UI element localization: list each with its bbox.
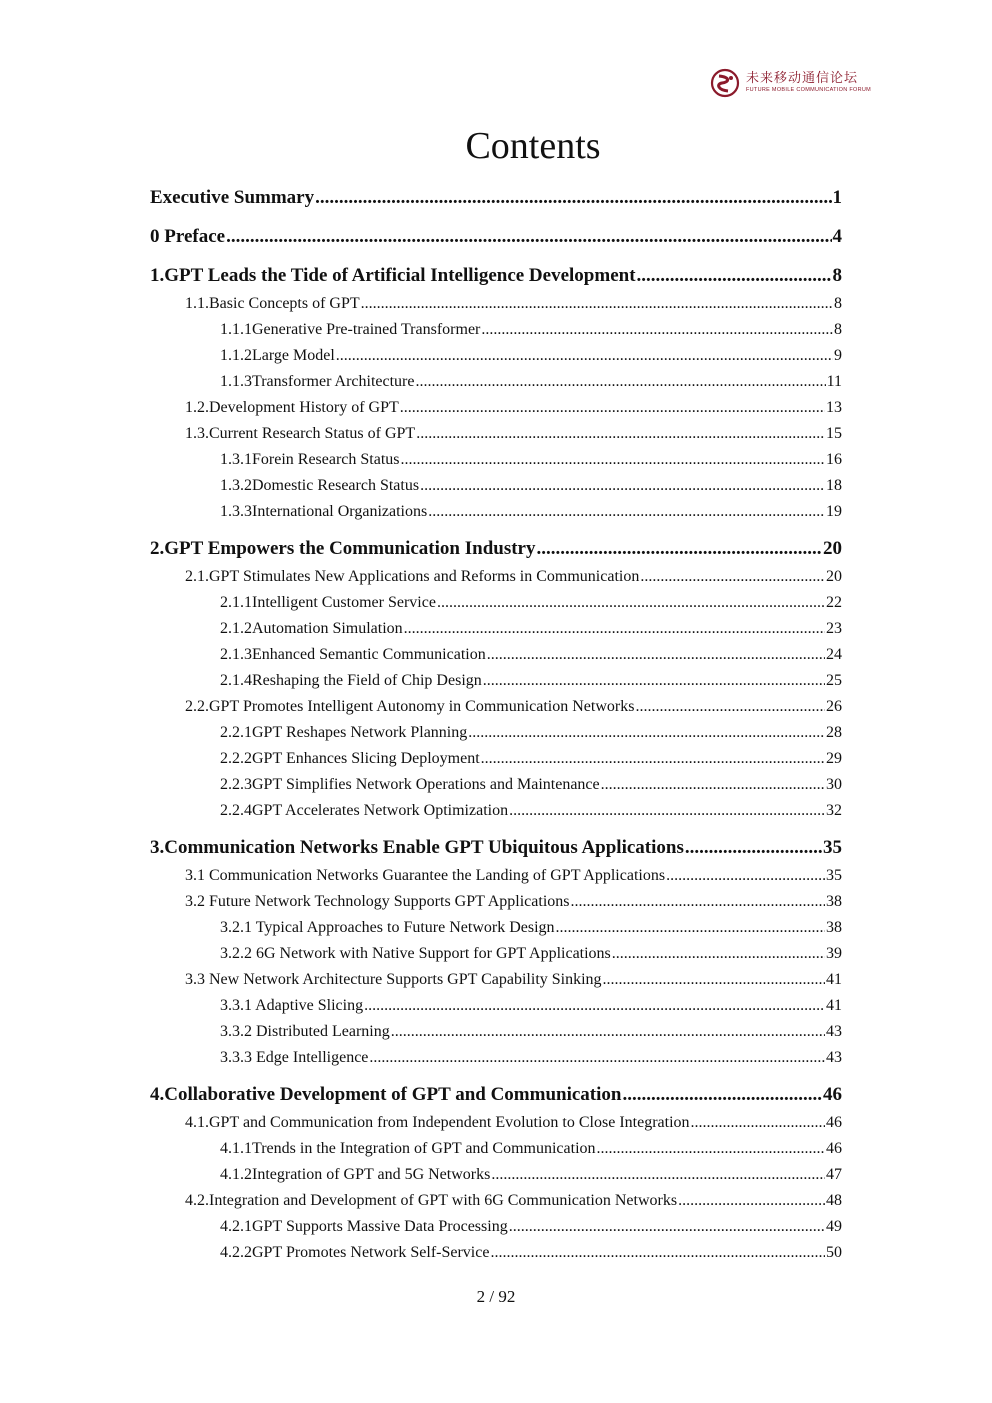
forum-logo	[710, 68, 871, 98]
toc-entry-level-1[interactable]	[150, 833, 842, 863]
toc-entry-title: 3.3.1 Adaptive Slicing	[220, 997, 364, 1014]
toc-entry-title: 3.2 Future Network Technology Supports GPT Applications	[185, 893, 570, 910]
toc-entry-level-2[interactable]	[150, 694, 842, 720]
toc-dot-leader	[361, 291, 833, 317]
toc-entry-page: 20	[826, 568, 842, 585]
toc-dot-leader	[416, 421, 825, 447]
toc-entry-title: 1.3.Current Research Status of GPT	[185, 425, 416, 442]
toc-entry-level-3[interactable]	[150, 720, 842, 746]
toc-entry-title: 3.Communication Networks Enable GPT Ubiquitous Applications	[150, 837, 684, 858]
toc-entry-title: 1.3.3International Organizations	[220, 503, 428, 520]
logo-english-text: FUTURE MOBILE COMMUNICATION FORUM	[746, 87, 871, 94]
toc-entry-level-1[interactable]	[150, 222, 842, 252]
toc-entry-level-2[interactable]	[150, 1188, 842, 1214]
toc-entry-level-3[interactable]	[150, 1045, 842, 1071]
toc-entry-title: 3.3.3 Edge Intelligence	[220, 1049, 369, 1066]
toc-entry-page: 24	[826, 646, 842, 663]
toc-dot-leader	[603, 967, 825, 993]
toc-entry-title: 1.1.Basic Concepts of GPT	[185, 295, 360, 312]
toc-entry-title: 1.3.1Forein Research Status	[220, 451, 400, 468]
toc-entry-page: 47	[826, 1166, 842, 1183]
toc-entry-page: 20	[823, 538, 842, 559]
toc-entry-title: 2.1.1Intelligent Customer Service	[220, 594, 436, 611]
toc-entry-title: 4.1.GPT and Communication from Independent Evolution to Close Integration	[185, 1114, 690, 1131]
toc-entry-level-1[interactable]	[150, 534, 842, 564]
toc-entry-page: 46	[826, 1114, 842, 1131]
toc-entry-page: 19	[826, 503, 842, 520]
toc-entry-title: 3.3 New Network Architecture Supports GPT Capability Sinking	[185, 971, 602, 988]
toc-dot-leader	[509, 1214, 825, 1240]
toc-entry-level-3[interactable]	[150, 1240, 842, 1266]
toc-entry-page: 11	[826, 373, 842, 390]
toc-entry-page: 46	[823, 1084, 842, 1105]
toc-entry-level-1[interactable]	[150, 1080, 842, 1110]
toc-entry-page: 48	[826, 1192, 842, 1209]
toc-dot-leader	[571, 889, 826, 915]
toc-entry-title: 3.3.2 Distributed Learning	[220, 1023, 390, 1040]
toc-entry-level-3[interactable]	[150, 798, 842, 824]
toc-entry-title: Executive Summary	[150, 187, 315, 208]
toc-dot-leader	[685, 833, 822, 863]
toc-entry-level-3[interactable]	[150, 642, 842, 668]
toc-dot-leader	[691, 1110, 825, 1136]
toc-entry-level-1[interactable]	[150, 183, 842, 213]
toc-entry-page: 43	[826, 1049, 842, 1066]
toc-dot-leader	[490, 1240, 825, 1266]
toc-entry-title: 4.2.Integration and Development of GPT with 6G Communication Networks	[185, 1192, 678, 1209]
toc-dot-leader	[369, 1045, 825, 1071]
toc-entry-page: 16	[826, 451, 842, 468]
toc-entry-page: 50	[826, 1244, 842, 1261]
toc-entry-page: 35	[823, 837, 842, 858]
toc-dot-leader	[415, 369, 825, 395]
toc-entry-page: 8	[832, 265, 842, 286]
toc-entry-title: 1.GPT Leads the Tide of Artificial Intelligence Development	[150, 265, 636, 286]
forum-logo-icon	[710, 68, 740, 98]
toc-entry-level-3[interactable]	[150, 941, 842, 967]
toc-dot-leader	[666, 863, 825, 889]
toc-entry-page: 38	[826, 893, 842, 910]
toc-entry-level-2[interactable]	[150, 291, 842, 317]
toc-entry-title: 2.2.2GPT Enhances Slicing Deployment	[220, 750, 480, 767]
toc-entry-page: 26	[826, 698, 842, 715]
toc-entry-page: 1	[832, 187, 842, 208]
toc-entry-title: 2.2.1GPT Reshapes Network Planning	[220, 724, 468, 741]
toc-entry-level-2[interactable]	[150, 863, 842, 889]
toc-entry-level-2[interactable]	[150, 1110, 842, 1136]
toc-entry-title: 2.1.GPT Stimulates New Applications and Reforms in Communication	[185, 568, 640, 585]
toc-entry-title: 4.1.1Trends in the Integration of GPT and Communication	[220, 1140, 596, 1157]
toc-entry-page: 38	[826, 919, 842, 936]
toc-entry-level-3[interactable]	[150, 616, 842, 642]
toc-entry-page: 43	[826, 1023, 842, 1040]
toc-entry-title: 1.3.2Domestic Research Status	[220, 477, 420, 494]
toc-dot-leader	[420, 473, 825, 499]
toc-entry-level-3[interactable]	[150, 499, 842, 525]
toc-dot-leader	[226, 222, 831, 252]
toc-dot-leader	[601, 772, 825, 798]
toc-dot-leader	[428, 499, 825, 525]
toc-entry-page: 32	[826, 802, 842, 819]
toc-entry-level-3[interactable]	[150, 1019, 842, 1045]
page-title: Contents	[465, 125, 601, 167]
logo-chinese-text: 未来移动通信论坛	[746, 71, 859, 87]
toc-entry-title: 2.2.GPT Promotes Intelligent Autonomy in Communication Networks	[185, 698, 635, 715]
toc-entry-level-2[interactable]	[150, 564, 842, 590]
toc-entry-level-3[interactable]	[150, 447, 842, 473]
toc-entry-page: 41	[826, 997, 842, 1014]
toc-entry-page: 39	[826, 945, 842, 962]
toc-entry-title: 4.1.2Integration of GPT and 5G Networks	[220, 1166, 491, 1183]
toc-dot-leader	[336, 343, 833, 369]
toc-entry-page: 22	[826, 594, 842, 611]
toc-entry-title: 1.1.2Large Model	[220, 347, 335, 364]
toc-entry-title: 2.1.2Automation Simulation	[220, 620, 403, 637]
toc-dot-leader	[635, 694, 825, 720]
toc-entry-title: 0 Preface	[150, 226, 226, 247]
toc-dot-leader	[483, 668, 825, 694]
toc-entry-level-3[interactable]	[150, 343, 842, 369]
toc-entry-level-3[interactable]	[150, 473, 842, 499]
toc-entry-page: 9	[834, 347, 842, 364]
toc-dot-leader	[491, 1162, 825, 1188]
page-number: 2 / 92	[476, 1287, 516, 1306]
toc-entry-page: 29	[826, 750, 842, 767]
toc-entry-level-2[interactable]	[150, 967, 842, 993]
toc-dot-leader	[487, 642, 825, 668]
toc-entry-level-3[interactable]	[150, 1136, 842, 1162]
toc-entry-title: 4.2.1GPT Supports Massive Data Processing	[220, 1218, 508, 1235]
toc-dot-leader	[637, 261, 832, 291]
toc-dot-leader	[404, 616, 825, 642]
toc-dot-leader	[640, 564, 825, 590]
toc-entry-page: 18	[826, 477, 842, 494]
toc-dot-leader	[597, 1136, 825, 1162]
toc-dot-leader	[556, 915, 825, 941]
toc-entry-level-2[interactable]	[150, 395, 842, 421]
toc-entry-title: 3.2.1 Typical Approaches to Future Network Design	[220, 919, 555, 936]
toc-entry-level-3[interactable]	[150, 746, 842, 772]
toc-entry-title: 2.1.4Reshaping the Field of Chip Design	[220, 672, 482, 689]
toc-entry-level-3[interactable]	[150, 915, 842, 941]
toc-entry-level-3[interactable]	[150, 772, 842, 798]
toc-entry-page: 28	[826, 724, 842, 741]
toc-entry-level-3[interactable]	[150, 1214, 842, 1240]
toc-entry-title: 2.2.3GPT Simplifies Network Operations and Maintenance	[220, 776, 600, 793]
toc-entry-page: 35	[826, 867, 842, 884]
toc-dot-leader	[678, 1188, 825, 1214]
toc-entry-title: 3.1 Communication Networks Guarantee the Landing of GPT Applications	[185, 867, 666, 884]
toc-entry-page: 23	[826, 620, 842, 637]
toc-entry-page: 41	[826, 971, 842, 988]
toc-dot-leader	[468, 720, 825, 746]
toc-entry-level-3[interactable]	[150, 668, 842, 694]
toc-entry-title: 1.1.3Transformer Architecture	[220, 373, 415, 390]
toc-entry-title: 2.GPT Empowers the Communication Industry	[150, 538, 536, 559]
toc-dot-leader	[612, 941, 825, 967]
toc-entry-page: 30	[826, 776, 842, 793]
toc-entry-page: 8	[834, 295, 842, 312]
toc-entry-level-2[interactable]	[150, 421, 842, 447]
toc-entry-page: 4	[832, 226, 842, 247]
toc-entry-title: 1.2.Development History of GPT	[185, 399, 399, 416]
toc-dot-leader	[481, 746, 825, 772]
toc-entry-level-2[interactable]	[150, 889, 842, 915]
toc-dot-leader	[536, 534, 822, 564]
toc-entry-page: 15	[826, 425, 842, 442]
toc-dot-leader	[401, 447, 825, 473]
toc-entry-page: 8	[834, 321, 842, 338]
toc-entry-level-3[interactable]	[150, 1162, 842, 1188]
toc-entry-page: 13	[826, 399, 842, 416]
toc-entry-level-3[interactable]	[150, 993, 842, 1019]
toc-entry-level-3[interactable]	[150, 590, 842, 616]
toc-dot-leader	[364, 993, 825, 1019]
toc-dot-leader	[622, 1080, 822, 1110]
toc-dot-leader	[509, 798, 825, 824]
toc-dot-leader	[315, 183, 831, 213]
table-of-contents	[150, 183, 842, 1266]
toc-entry-page: 25	[826, 672, 842, 689]
toc-entry-level-3[interactable]	[150, 369, 842, 395]
toc-entry-page: 49	[826, 1218, 842, 1235]
toc-entry-title: 1.1.1Generative Pre-trained Transformer	[220, 321, 481, 338]
toc-dot-leader	[400, 395, 825, 421]
toc-dot-leader	[437, 590, 825, 616]
toc-entry-title: 4.Collaborative Development of GPT and Communication	[150, 1084, 622, 1105]
toc-entry-title: 2.2.4GPT Accelerates Network Optimization	[220, 802, 509, 819]
toc-entry-title: 3.2.2 6G Network with Native Support for GPT Applications	[220, 945, 611, 962]
toc-entry-page: 46	[826, 1140, 842, 1157]
toc-dot-leader	[481, 317, 833, 343]
toc-entry-title: 4.2.2GPT Promotes Network Self-Service	[220, 1244, 490, 1261]
toc-entry-level-1[interactable]	[150, 261, 842, 291]
toc-dot-leader	[391, 1019, 825, 1045]
toc-entry-title: 2.1.3Enhanced Semantic Communication	[220, 646, 486, 663]
toc-entry-level-3[interactable]	[150, 317, 842, 343]
